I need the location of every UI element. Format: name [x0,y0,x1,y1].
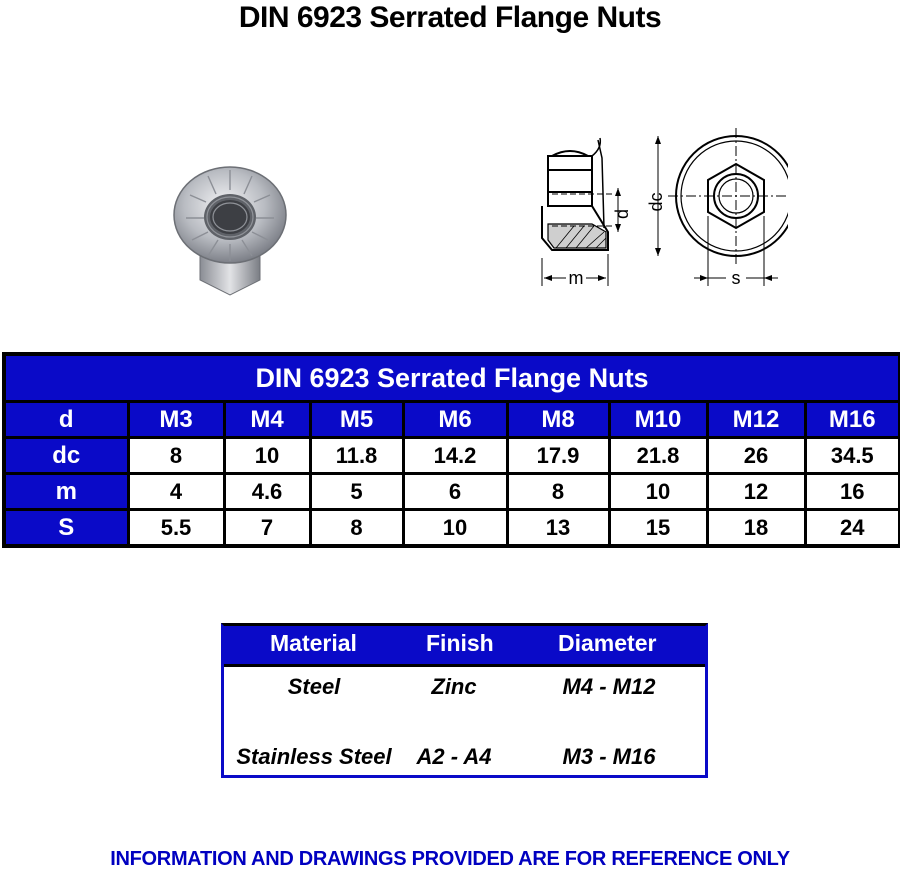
header-material: Material [270,630,357,656]
row-label: m [4,474,128,510]
table-cell: 34.5 [805,438,900,474]
dim-s-label: s [731,268,741,288]
header-d: d [4,402,128,438]
dim-d-label: d [612,208,632,220]
header-size: M5 [310,402,403,438]
header-size: M4 [224,402,310,438]
technical-drawing [532,128,788,298]
material-cell: Stainless Steel [236,744,392,769]
table-cell: 16 [805,474,900,510]
table-cell: 5.5 [128,510,224,547]
table-cell: 24 [805,510,900,547]
table-cell: 7 [224,510,310,547]
header-size: M16 [805,402,900,438]
table-cell: 17.9 [507,438,609,474]
table-cell: 10 [403,510,507,547]
finish-cell: A2 - A4 [416,744,492,769]
dim-dc-label: dc [646,192,666,212]
spec-table [2,352,900,548]
spec-table-header-row [4,402,900,438]
header-size: M3 [128,402,224,438]
row-label: S [4,510,128,547]
table-cell: 5 [310,474,403,510]
dim-m-label: m [568,268,584,288]
table-cell: 10 [224,438,310,474]
header-diameter: Diameter [558,630,657,656]
table-cell: 12 [707,474,805,510]
flange-nut-photo [170,140,290,300]
table-cell: 21.8 [609,438,707,474]
table-cell: 18 [707,510,805,547]
table-row [4,474,900,510]
table-row [4,510,900,547]
header-size: M6 [403,402,507,438]
table-cell: 6 [403,474,507,510]
table-cell: 10 [609,474,707,510]
table-row [4,438,900,474]
table-cell: 11.8 [310,438,403,474]
header-size: M12 [707,402,805,438]
diameter-cell: M4 - M12 [562,674,656,699]
table-cell: 4 [128,474,224,510]
header-size: M8 [507,402,609,438]
material-cell: Steel [287,674,341,699]
table-cell: 15 [609,510,707,547]
table-cell: 13 [507,510,609,547]
table-cell: 8 [128,438,224,474]
spec-table-caption: DIN 6923 Serrated Flange Nuts [4,354,900,402]
row-label: dc [4,438,128,474]
table-cell: 26 [707,438,805,474]
diameter-cell: M3 - M16 [562,744,656,769]
table-cell: 14.2 [403,438,507,474]
materials-header [224,626,705,667]
header-finish: Finish [426,630,494,656]
materials-table [221,623,708,778]
page-title: DIN 6923 Serrated Flange Nuts [238,1,662,34]
header-size: M10 [609,402,707,438]
table-cell: 8 [507,474,609,510]
table-cell: 4.6 [224,474,310,510]
finish-cell: Zinc [431,674,477,699]
table-cell: 8 [310,510,403,547]
disclaimer-text: INFORMATION AND DRAWINGS PROVIDED ARE FOR REFERENCE ONLY [110,848,790,870]
